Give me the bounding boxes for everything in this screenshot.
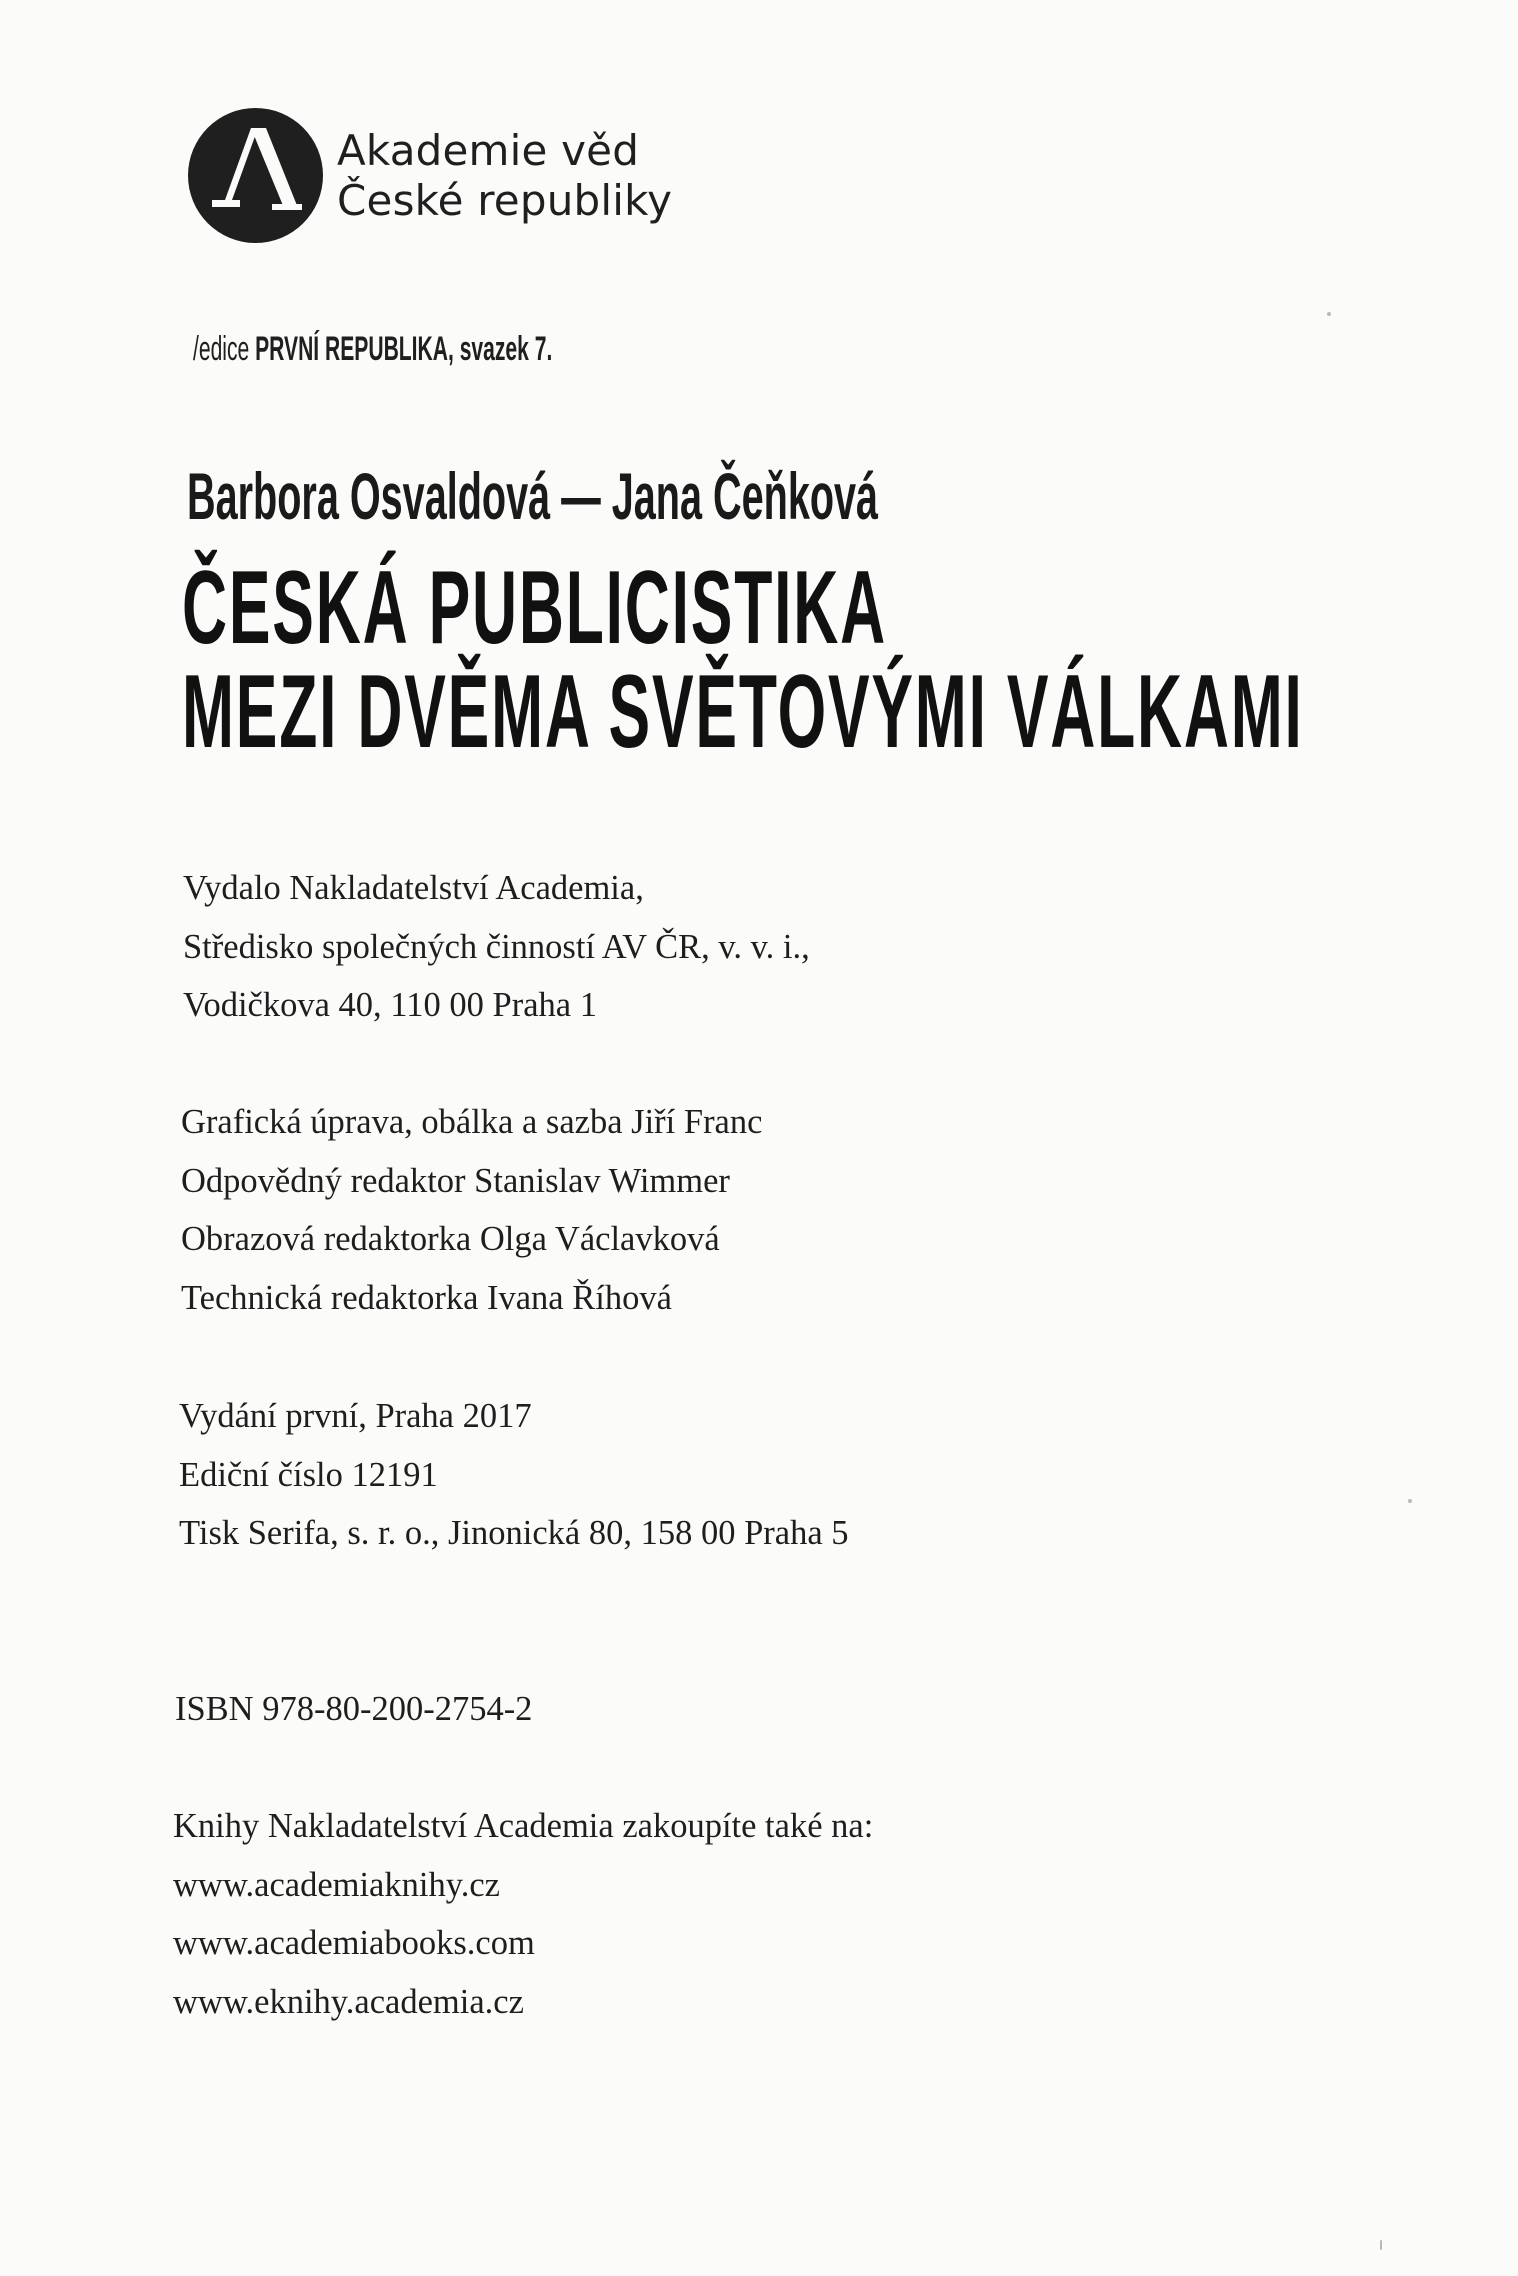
credit-line: Grafická úprava, obálka a sazba Jiří Franc — [181, 1103, 763, 1141]
academy-logo — [188, 108, 672, 243]
credits-block — [181, 1093, 762, 1327]
logo-line-2: České republiky — [337, 175, 673, 225]
paper-speck — [1327, 312, 1331, 316]
credit-line: Obrazová redaktorka Olga Václavková — [181, 1220, 720, 1258]
shop-url: www.eknihy.academia.cz — [173, 1982, 524, 2021]
series-name: PRVNÍ REPUBLIKA, svazek 7. — [255, 330, 553, 368]
series-line — [193, 330, 552, 369]
edition-line: Ediční číslo 12191 — [179, 1455, 438, 1494]
paper-speck — [1380, 2240, 1382, 2250]
credit-line: Odpovědný redaktor Stanislav Wimmer — [181, 1161, 730, 1200]
shop-url: www.academiabooks.com — [173, 1924, 535, 1962]
book-title — [182, 550, 1304, 770]
series-prefix: /edice — [193, 330, 250, 368]
publisher-line: Vydalo Nakladatelství Academia, — [183, 869, 644, 907]
shop-url: www.academiaknihy.cz — [173, 1865, 500, 1904]
logo-line-1: Akademie věd — [337, 125, 640, 175]
authors: Barbora Osvaldová — Jana Čeňková — [187, 459, 879, 533]
edition-block — [179, 1387, 849, 1563]
credit-line: Technická redaktorka Ivana Říhová — [181, 1278, 672, 1317]
publisher-line: Vodičkova 40, 110 00 Praha 1 — [183, 986, 597, 1024]
book-title-line-1: ČESKÁ PUBLICISTIKA — [182, 550, 887, 666]
shop-block — [173, 1797, 873, 2031]
paper-speck — [1408, 1499, 1412, 1503]
edition-line: Tisk Serifa, s. r. o., Jinonická 80, 158 00 Praha 5 — [179, 1514, 849, 1552]
book-title-line-2: MEZI DVĚMA SVĚTOVÝMI VÁLKAMI — [182, 654, 1304, 770]
publisher-block — [183, 859, 810, 1035]
isbn: ISBN 978-80-200-2754-2 — [175, 1690, 533, 1728]
edition-line: Vydání první, Praha 2017 — [179, 1397, 532, 1435]
academy-logo-text — [337, 126, 672, 226]
shop-line: Knihy Nakladatelství Academia zakoupíte také na: — [173, 1807, 874, 1845]
publisher-line: Středisko společných činností AV ČR, v. v. i., — [183, 927, 810, 966]
academy-logo-mark-icon — [188, 108, 323, 243]
